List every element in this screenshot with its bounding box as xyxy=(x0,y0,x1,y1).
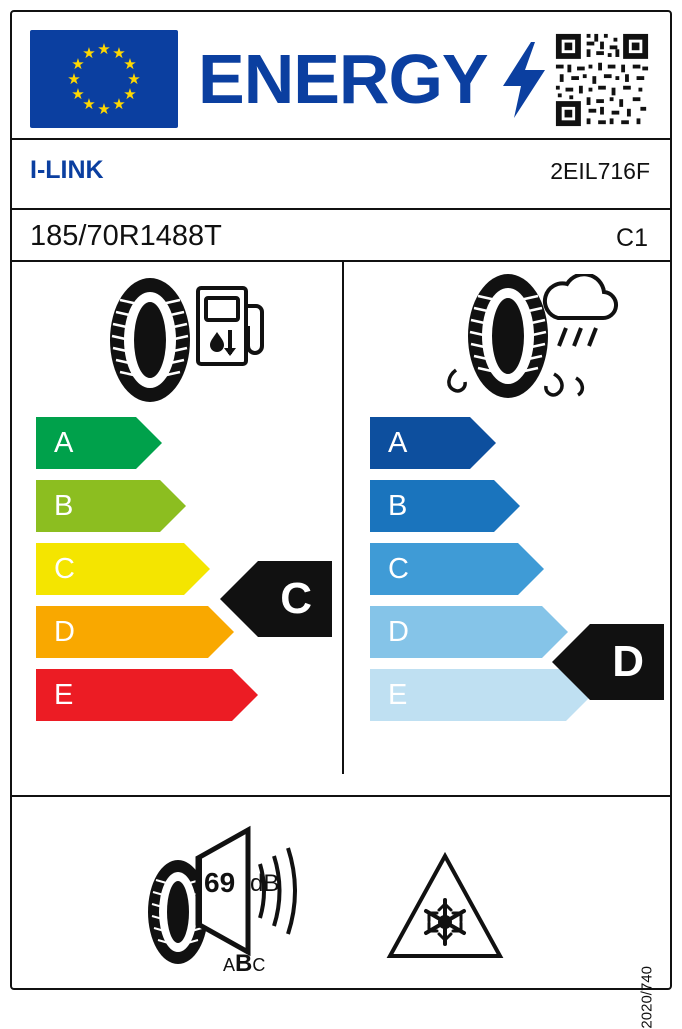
wet-grade-bar xyxy=(370,417,470,469)
eu-flag-icon xyxy=(30,30,178,128)
sku-code: 2EIL716F xyxy=(550,158,650,184)
wet-grade-bar xyxy=(370,606,542,658)
eu-star-icon: ★ xyxy=(123,55,137,73)
eu-star-icon: ★ xyxy=(127,70,141,88)
fuel-grade-letter: D xyxy=(54,615,75,648)
wet-grade-bar xyxy=(370,543,518,595)
bar-tip xyxy=(136,417,162,469)
tyre-size: 185/70R1488T xyxy=(30,220,222,252)
marker-point xyxy=(552,624,590,700)
wet-grade-letter: A xyxy=(388,426,408,459)
fuel-grade-bar xyxy=(36,480,160,532)
eu-star-icon: ★ xyxy=(67,70,81,88)
fuel-rating-letter: C xyxy=(280,574,312,623)
wet-grade-bar xyxy=(370,669,566,721)
fuel-grade-letter: E xyxy=(54,678,74,711)
divider-2 xyxy=(12,208,670,210)
rain-cloud-icon xyxy=(545,274,616,346)
fuel-grade-bar xyxy=(36,606,208,658)
tyre-icon xyxy=(110,278,190,402)
bar-tip xyxy=(494,480,520,532)
section-divider xyxy=(342,262,344,774)
grade-row xyxy=(36,417,326,480)
eu-star-icon: ★ xyxy=(112,44,126,62)
fuel-grade-bar xyxy=(36,417,136,469)
bar-tip xyxy=(518,543,544,595)
label-header xyxy=(12,12,670,138)
wet-grade-bar xyxy=(370,480,494,532)
wet-grade-letter: B xyxy=(388,489,408,522)
eu-star-icon: ★ xyxy=(71,55,85,73)
wet-rating-marker xyxy=(568,624,664,700)
noise-value: 69 xyxy=(204,867,236,898)
fuel-grade-bar xyxy=(36,669,232,721)
fuel-grade-bar xyxy=(36,543,184,595)
fuel-grade-letter: B xyxy=(54,489,74,522)
qr-code-icon xyxy=(554,32,650,128)
wet-grade-letter: E xyxy=(388,678,408,711)
divider-4 xyxy=(12,795,670,797)
eu-star-icon: ★ xyxy=(97,100,111,118)
divider-3 xyxy=(12,260,670,262)
bar-tip xyxy=(160,480,186,532)
page-title: ENERGY xyxy=(198,40,488,118)
eu-star-icon: ★ xyxy=(82,96,96,114)
noise-class-scale xyxy=(223,950,265,978)
grade-row xyxy=(36,669,326,732)
grade-row xyxy=(36,480,326,543)
fuel-efficiency-pictogram xyxy=(98,274,278,404)
tyre-icon xyxy=(468,274,548,398)
wet-grip-pictogram xyxy=(426,274,622,408)
eu-star-icon: ★ xyxy=(123,85,137,103)
noise-class-c: C xyxy=(252,955,266,975)
noise-class-b: B xyxy=(235,950,253,977)
grade-row xyxy=(370,543,660,606)
tyre-class: C1 xyxy=(616,224,648,252)
bar-tip xyxy=(232,669,258,721)
wet-grade-letter: D xyxy=(388,615,409,648)
noise-unit: dB xyxy=(250,870,280,897)
eu-star-icon: ★ xyxy=(82,44,96,62)
fuel-grade-letter: C xyxy=(54,552,75,585)
bar-tip xyxy=(184,543,210,595)
eu-star-icon: ★ xyxy=(71,85,85,103)
eu-star-icon: ★ xyxy=(97,40,111,58)
bar-tip xyxy=(470,417,496,469)
divider-1 xyxy=(12,138,670,140)
snowflake-mountain-icon xyxy=(384,850,506,962)
fuel-rating-marker xyxy=(236,561,332,637)
noise-class-a: A xyxy=(223,955,236,975)
grade-row xyxy=(370,417,660,480)
fuel-grade-letter: A xyxy=(54,426,74,459)
grade-row xyxy=(370,480,660,543)
marker-point xyxy=(220,561,258,637)
brand-name: I-LINK xyxy=(30,156,104,184)
eu-star-icon: ★ xyxy=(112,96,126,114)
date-code: 2020/740 xyxy=(639,966,656,1029)
wet-rating-letter: D xyxy=(612,637,644,686)
wet-grade-letter: C xyxy=(388,552,409,585)
lightning-bolt-icon xyxy=(501,42,547,118)
energy-label xyxy=(10,10,672,1029)
